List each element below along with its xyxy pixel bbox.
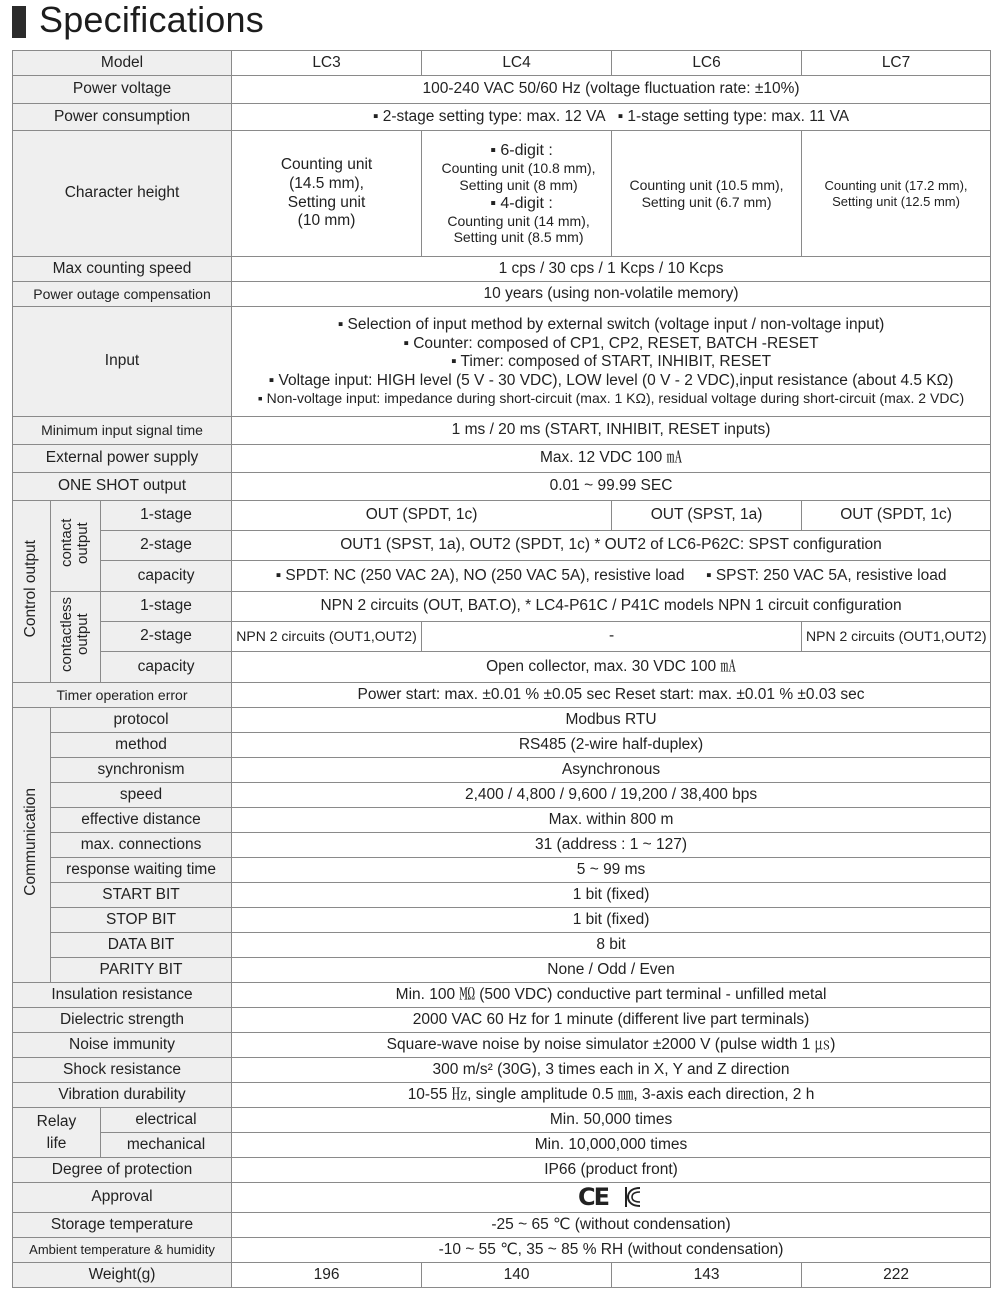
contactless-capacity-value: Open collector, max. 30 VDC 100 ㎃ [232,652,991,683]
insulation-value: Min. 100 ㏁ (500 VDC) conductive part terminal - unfilled metal [232,983,991,1008]
specifications-table [12,50,991,1288]
comm-value: 31 (address : 1 ~ 127) [232,833,991,858]
row-label: START BIT [51,883,232,908]
text-line: life [46,1134,67,1152]
comm-value: Max. within 800 m [232,808,991,833]
contactless-1stage-value: NPN 2 circuits (OUT, BAT.O), * LC4-P61C / P41C models NPN 1 circuit configuration [232,592,991,622]
table-row [13,683,991,708]
table-row [13,76,991,104]
comm-value: RS485 (2-wire half-duplex) [232,733,991,758]
ambient-value: -10 ~ 55 ℃, 35 ~ 85 % RH (without condensation) [232,1238,991,1263]
relay-mechanical-value: Min. 10,000,000 times [232,1133,991,1158]
model-lc7: LC7 [802,51,991,76]
row-label: 1-stage [101,501,232,531]
contactless-2stage-lc7: NPN 2 circuits (OUT1,OUT2) [802,622,991,652]
protection-value: IP66 (product front) [232,1158,991,1183]
text-line: Setting unit [287,193,366,211]
text-line: Counting unit (17.2 mm), [824,177,968,193]
comm-value: 5 ~ 99 ms [232,858,991,883]
group-label: Communication [22,788,40,897]
char-height-lc4 [422,131,612,257]
text-line: Setting unit (6.7 mm) [641,193,772,210]
row-label: effective distance [51,808,232,833]
table-row [13,131,991,257]
table-row [13,445,991,473]
row-label: mechanical [101,1133,232,1158]
row-label: method [51,733,232,758]
approval-marks [232,1183,991,1213]
relay-life-label [13,1108,101,1158]
contactless-2stage-lc46: - [422,622,802,652]
row-label: capacity [101,561,232,592]
table-row [13,758,991,783]
min-input-signal-value: 1 ms / 20 ms (START, INHIBIT, RESET inputs) [232,417,991,445]
table-row [13,307,991,417]
shock-value: 300 m/s² (30G), 3 times each in X, Y and Z direction [232,1058,991,1083]
contact-capacity-value: ▪ SPDT: NC (250 VAC 2A), NO (250 VAC 5A), resistive load ▪ SPST: 250 VAC 5A, resistive load [232,561,991,592]
contact-output-label [51,501,101,592]
table-row [13,833,991,858]
row-label: protocol [51,708,232,733]
text-line: ▪ Counter: composed of CP1, CP2, RESET, BATCH -RESET [403,334,819,352]
row-label: Storage temperature [13,1213,232,1238]
dielectric-value: 2000 VAC 60 Hz for 1 minute (different live part terminals) [232,1008,991,1033]
row-label: Weight(g) [13,1263,232,1288]
table-row [13,1008,991,1033]
group-label: contact output [57,519,91,568]
page-title: Specifications [39,0,264,40]
table-row [13,858,991,883]
table-row [13,1158,991,1183]
storage-temp-value: -25 ~ 65 ℃ (without condensation) [232,1213,991,1238]
row-label: Insulation resistance [13,983,232,1008]
one-shot-value: 0.01 ~ 99.99 SEC [232,473,991,501]
row-label: Timer operation error [13,683,232,708]
table-row [13,622,991,652]
text-line: Setting unit (8 mm) [459,176,578,193]
contact-1stage-lc34: OUT (SPDT, 1c) [232,501,612,531]
table-row [13,1263,991,1288]
text-line: ▪ Selection of input method by external switch (voltage input / non-voltage input) [337,315,885,333]
table-row [13,1058,991,1083]
char-height-lc7 [802,131,991,257]
text-line: Counting unit [280,156,373,174]
timer-error-value: Power start: max. ±0.01 % ±0.05 sec Reset start: max. ±0.01 % ±0.03 sec [232,683,991,708]
row-label: Dielectric strength [13,1008,232,1033]
row-label: Vibration durability [13,1083,232,1108]
row-label: Approval [13,1183,232,1213]
table-row [13,1238,991,1263]
vibration-value: 10-55 ㎐, single amplitude 0.5 ㎜, 3-axis each direction, 2 h [232,1083,991,1108]
section-header [0,0,1000,44]
row-label: STOP BIT [51,908,232,933]
max-counting-speed-value: 1 cps / 30 cps / 1 Kcps / 10 Kcps [232,257,991,282]
table-row [13,1108,991,1133]
table-row [13,531,991,561]
row-label: Character height [13,131,232,257]
row-label: speed [51,783,232,808]
text-line: (10 mm) [297,212,356,230]
comm-value: Asynchronous [232,758,991,783]
model-lc4: LC4 [422,51,612,76]
text-line: ▪ Non-voltage input: impedance during short-circuit (max. 1 KΩ), residual voltage during short-circuit (max. 2 VDC) [257,390,965,407]
input-value [232,307,991,417]
row-label: max. connections [51,833,232,858]
table-row [13,652,991,683]
table-row [13,733,991,758]
table-row [13,708,991,733]
kc-mark-icon [622,1185,644,1209]
weight-lc4: 140 [422,1263,612,1288]
row-label: Degree of protection [13,1158,232,1183]
row-label: Shock resistance [13,1058,232,1083]
row-label: Noise immunity [13,1033,232,1058]
row-label: 2-stage [101,531,232,561]
text-line: (14.5 mm), [289,174,364,192]
row-label: External power supply [13,445,232,473]
weight-lc6: 143 [612,1263,802,1288]
noise-value: Square-wave noise by noise simulator ±2000 V (pulse width 1 ㎲) [232,1033,991,1058]
table-row [13,1133,991,1158]
table-row [13,473,991,501]
row-label: PARITY BIT [51,958,232,983]
model-lc3: LC3 [232,51,422,76]
row-label: synchronism [51,758,232,783]
row-label: Power consumption [13,104,232,131]
char-height-lc3 [232,131,422,257]
contact-2stage-value: OUT1 (SPST, 1a), OUT2 (SPDT, 1c) * OUT2 of LC6-P62C: SPST configuration [232,531,991,561]
external-power-value: Max. 12 VDC 100 ㎃ [232,445,991,473]
communication-label [13,708,51,983]
row-label: Power voltage [13,76,232,104]
text-line: ▪ Voltage input: HIGH level (5 V - 30 VDC), LOW level (0 V - 2 VDC),input resistance (about 4.5 KΩ) [268,371,954,389]
table-row [13,1213,991,1238]
row-label: Model [13,51,232,76]
table-row [13,1033,991,1058]
group-label: Control output [22,540,40,638]
power-outage-value: 10 years (using non-volatile memory) [232,282,991,307]
table-row [13,883,991,908]
row-label: response waiting time [51,858,232,883]
comm-value: Modbus RTU [232,708,991,733]
row-label: electrical [101,1108,232,1133]
comm-value: 1 bit (fixed) [232,908,991,933]
comm-value: 8 bit [232,933,991,958]
text-line: Counting unit (10.5 mm), [629,176,784,193]
row-label: capacity [101,652,232,683]
table-row [13,908,991,933]
weight-lc3: 196 [232,1263,422,1288]
table-row [13,1083,991,1108]
text-line: Counting unit (10.8 mm), [441,159,596,176]
table-row [13,282,991,307]
text-line: Counting unit (14 mm), [447,212,590,229]
row-label: 1-stage [101,592,232,622]
row-label: 2-stage [101,622,232,652]
comm-value: 2,400 / 4,800 / 9,600 / 19,200 / 38,400 bps [232,783,991,808]
power-consumption-value: ▪ 2-stage setting type: max. 12 VA ▪ 1-stage setting type: max. 11 VA [232,104,991,131]
table-row [13,783,991,808]
control-output-label [13,501,51,683]
row-label: Max counting speed [13,257,232,282]
text-line: ▪ 4-digit : [490,194,553,212]
weight-lc7: 222 [802,1263,991,1288]
table-row [13,257,991,282]
table-row [13,417,991,445]
contact-1stage-lc6: OUT (SPST, 1a) [612,501,802,531]
table-row [13,1183,991,1213]
text-line: Setting unit (12.5 mm) [832,193,960,209]
table-row [13,561,991,592]
char-height-lc6 [612,131,802,257]
table-row [13,501,991,531]
row-label: DATA BIT [51,933,232,958]
text-line: Setting unit (8.5 mm) [453,229,584,246]
table-row [13,51,991,76]
model-lc6: LC6 [612,51,802,76]
contact-1stage-lc7: OUT (SPDT, 1c) [802,501,991,531]
row-label: Ambient temperature & humidity [13,1238,232,1263]
row-label: ONE SHOT output [13,473,232,501]
table-row [13,592,991,622]
row-label: Input [13,307,232,417]
table-row [13,958,991,983]
contactless-2stage-lc3: NPN 2 circuits (OUT1,OUT2) [232,622,422,652]
text-line: ▪ Timer: composed of START, INHIBIT, RESET [450,353,772,371]
relay-electrical-value: Min. 50,000 times [232,1108,991,1133]
power-voltage-value: 100-240 VAC 50/60 Hz (voltage fluctuation rate: ±10%) [232,76,991,104]
row-label: Power outage compensation [13,282,232,307]
text-line: Relay [36,1112,77,1130]
row-label: Minimum input signal time [13,417,232,445]
comm-value: 1 bit (fixed) [232,883,991,908]
table-row [13,933,991,958]
title-accent-bar [12,6,26,38]
table-row [13,808,991,833]
comm-value: None / Odd / Even [232,958,991,983]
ce-mark-icon: CE [578,1183,609,1212]
table-row [13,983,991,1008]
text-line: ▪ 6-digit : [490,141,553,159]
group-label: contactless output [57,596,91,672]
contactless-output-label [51,592,101,683]
table-row [13,104,991,131]
